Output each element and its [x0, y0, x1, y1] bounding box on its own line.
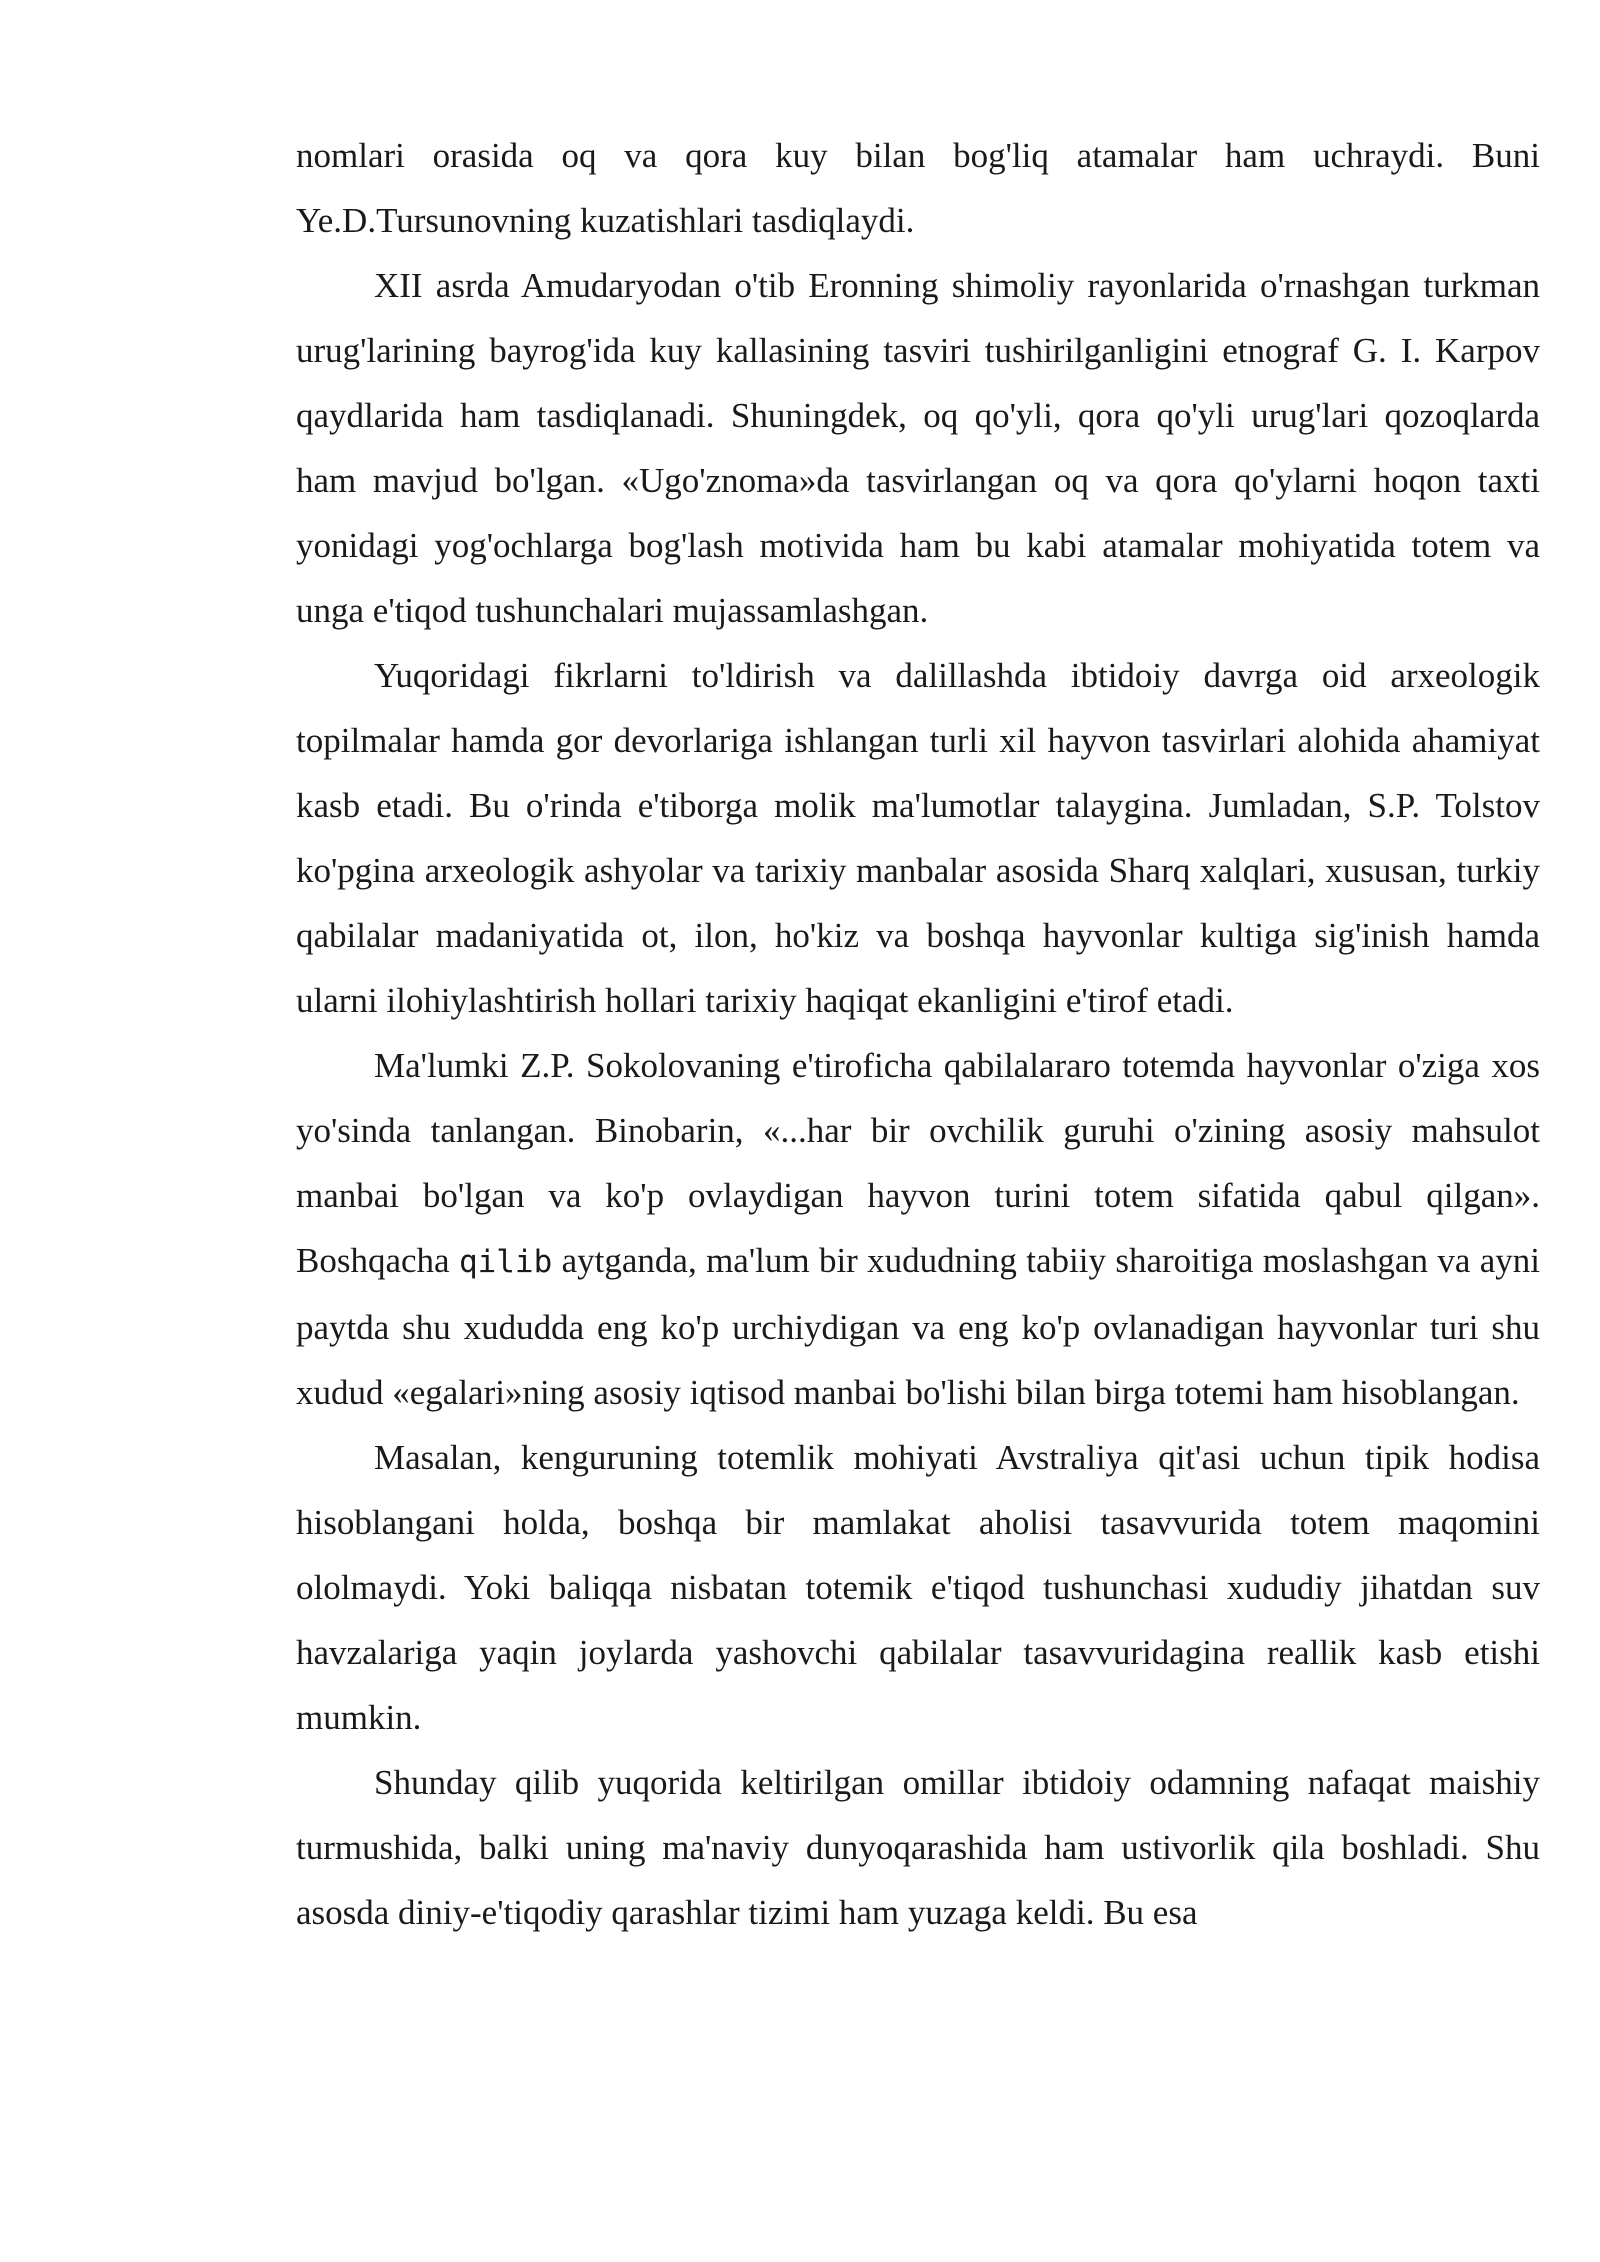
body-text	[296, 123, 1540, 1945]
paragraph-text: Ma'lumki Z.P. Sokolovaning e'tiroficha qabilalararo totemda hayvonlar o'ziga xos yo'sinda tanlangan. Binobarin, «...har bir ovchilik guruhi o'zining asosiy mahsulot manbai bo'lgan va ko'p ovlaydigan hayvon turini totem sifatida qabul qilgan». Boshqacha	[296, 1046, 1540, 1280]
paragraph	[296, 1033, 1540, 1425]
paragraph-text: aytganda, ma'lum bir xududning tabiiy sharoitiga moslashgan va ayni paytda shu xududda eng ko'p urchiydigan va eng ko'p ovlanadigan hayvonlar turi shu xudud «egalari»ning asosiy iqtisod manbai bo'lishi bilan birga totemi ham hisoblangan.	[296, 1241, 1540, 1412]
paragraph-continuation: nomlari orasida oq va qora kuy bilan bog'liq atamalar ham uchraydi. Buni Ye.D.Tursunovning kuzatishlari tasdiqlaydi.	[296, 136, 1540, 240]
paragraph: Masalan, kenguruning totemlik mohiyati Avstraliya qit'asi uchun tipik hodisa hisoblangani holda, boshqa bir mamlakat aholisi tasavvurida totem maqomini ololmaydi. Yoki baliqqa nisbatan totemik e'tiqod tushunchasi xududiy jihatdan suv havzalariga yaqin joylarda yashovchi qabilalar tasavvuridagina reallik kasb etishi mumkin.	[296, 1438, 1540, 1737]
paragraph: XII asrda Amudaryodan o'tib Eronning shimoliy rayonlarida o'rnashgan turkman urug'larining bayrog'ida kuy kallasining tasviri tushirilganligini etnograf G. I. Karpov qaydlarida ham tasdiqlanadi. Shuningdek, oq qo'yli, qora qo'yli urug'lari qozoqlarda ham mavjud bo'lgan. «Ugo'znoma»da tasvirlangan oq va qora qo'ylarni hoqon taxti yonidagi yog'ochlarga bog'lash motivida ham bu kabi atamalar mohiyatida totem va unga e'tiqod tushunchalari mujassamlashgan.	[296, 266, 1540, 630]
paragraph-last: Shunday qilib yuqorida keltirilgan omillar ibtidoiy odamning nafaqat maishiy turmushida, balki uning ma'naviy dunyoqarashida ham ustivorlik qila boshladi. Shu asosda diniy-e'tiqodiy qarashlar tizimi ham yuzaga keldi. Bu esa	[296, 1763, 1540, 1932]
paragraph: Yuqoridagi fikrlarni to'ldirish va dalillashda ibtidoiy davrga oid arxeologik topilmalar hamda gor devorlariga ishlangan turli xil hayvon tasvirlari alohida ahamiyat kasb etadi. Bu o'rinda e'tiborga molik ma'lumotlar talaygina. Jumladan, S.P. Tolstov ko'pgina arxeologik ashyolar va tarixiy manbalar asosida Sharq xalqlari, xususan, turkiy qabilalar madaniyatida ot, ilon, ho'kiz va boshqa hayvonlar kultiga sig'inish hamda ularni ilohiylashtirish hollari tarixiy haqiqat ekanligini e'tirof etadi.	[296, 656, 1540, 1020]
monospace-word: qilib	[458, 1244, 553, 1280]
